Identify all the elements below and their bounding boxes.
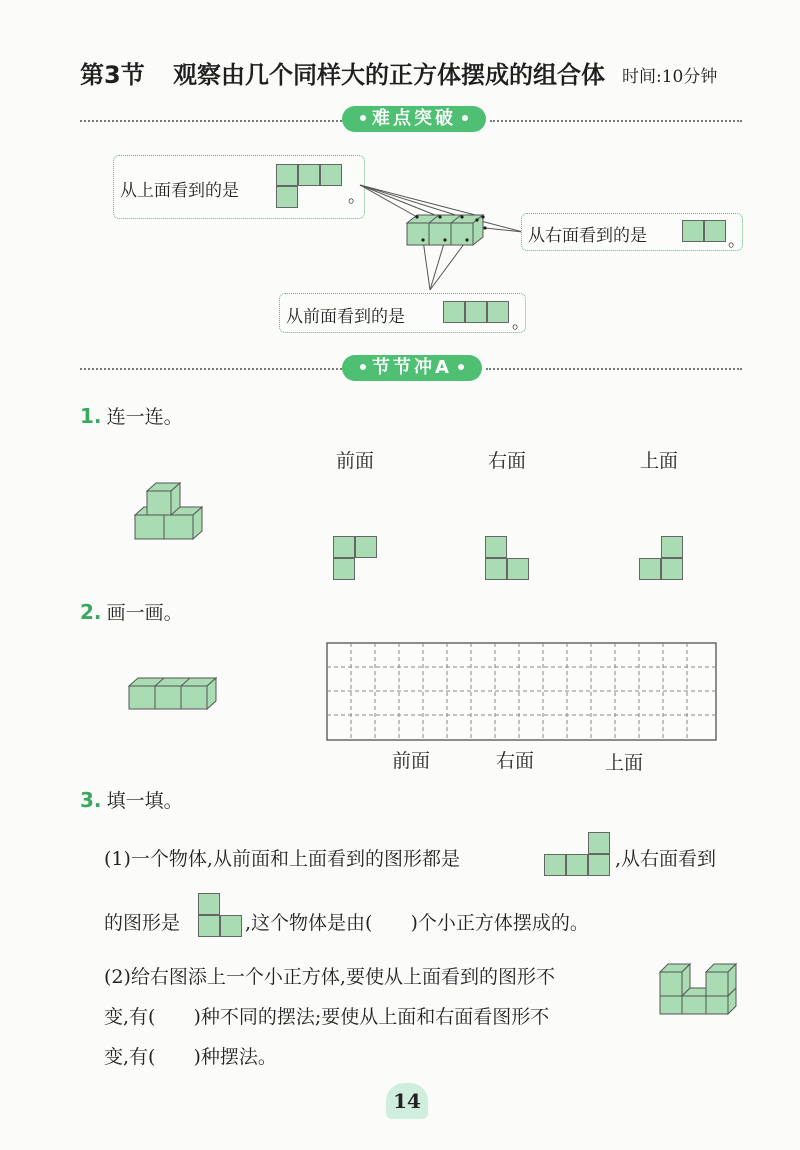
q2-label-front: 前面 <box>392 750 431 772</box>
question-2-number: 2. <box>80 600 102 624</box>
question-3-number: 3. <box>80 788 102 812</box>
callout-front-view: 从前面看到的是 。 <box>279 293 526 333</box>
q3-part1-line2b: ,这个物体是由( )个小正方体摆成的。 <box>245 912 589 934</box>
question-3 <box>80 786 183 813</box>
q3-part1-line1b: ,从右面看到 <box>615 848 717 870</box>
q2-label-right: 右面 <box>496 750 535 772</box>
q2-cube-figure <box>124 672 224 714</box>
time-limit: 时间:10分钟 <box>622 67 718 87</box>
q3-part1-line2a: 的图形是 <box>104 912 181 934</box>
question-3-text: 填一填。 <box>106 790 183 812</box>
q1-option-top[interactable] <box>639 536 685 582</box>
page-title: 观察由几个同样大的正方体摆成的组合体 <box>173 61 605 89</box>
right-view-shape <box>682 220 728 244</box>
question-2 <box>80 598 183 625</box>
q1-cube-figure <box>130 478 210 544</box>
top-view-shape <box>276 164 346 212</box>
question-1 <box>80 402 183 429</box>
q1-option-front[interactable] <box>333 536 379 582</box>
q2-drawing-grid[interactable] <box>326 642 718 742</box>
q3-front-top-shape <box>544 832 614 878</box>
q1-label-top: 上面 <box>640 450 679 472</box>
center-cube-figure <box>355 180 535 295</box>
page-number: 14 <box>386 1083 428 1119</box>
callout-top-view: 从上面看到的是 。 <box>113 155 365 219</box>
q3-part2-line1: (2)给右图添上一个小正方体,要使从上面看到的图形不 <box>104 966 555 988</box>
divider-right <box>490 120 742 122</box>
front-view-shape <box>443 301 513 325</box>
callout-right-text: 从右面看到的是 <box>528 226 647 246</box>
section-number: 第3节 <box>80 61 145 89</box>
section-badge-practice: 节节冲A <box>342 355 482 381</box>
divider-left-2 <box>80 368 342 370</box>
q1-option-right[interactable] <box>485 536 531 582</box>
q3-part1-line1a: (1)一个物体,从前面和上面看到的图形都是 <box>104 848 460 870</box>
q3-right-shape <box>198 893 244 939</box>
question-1-text: 连一连。 <box>106 406 183 428</box>
q3-part2-line3: 变,有( )种摆法。 <box>104 1046 277 1068</box>
callout-top-text: 从上面看到的是 <box>120 181 239 201</box>
question-2-text: 画一画。 <box>106 602 183 624</box>
divider-right-2 <box>486 368 742 370</box>
section-badge-difficulty: 难点突破 <box>342 106 486 132</box>
q1-label-front: 前面 <box>336 450 375 472</box>
q3-part2-line2: 变,有( )种不同的摆法;要使从上面和右面看图形不 <box>104 1006 550 1028</box>
q3-cube-figure <box>656 958 742 1018</box>
divider-left <box>80 120 342 122</box>
question-1-number: 1. <box>80 404 102 428</box>
callout-right-view: 从右面看到的是 。 <box>521 213 743 251</box>
q1-label-right: 右面 <box>488 450 527 472</box>
callout-front-text: 从前面看到的是 <box>286 307 405 327</box>
q2-label-top: 上面 <box>605 752 644 774</box>
